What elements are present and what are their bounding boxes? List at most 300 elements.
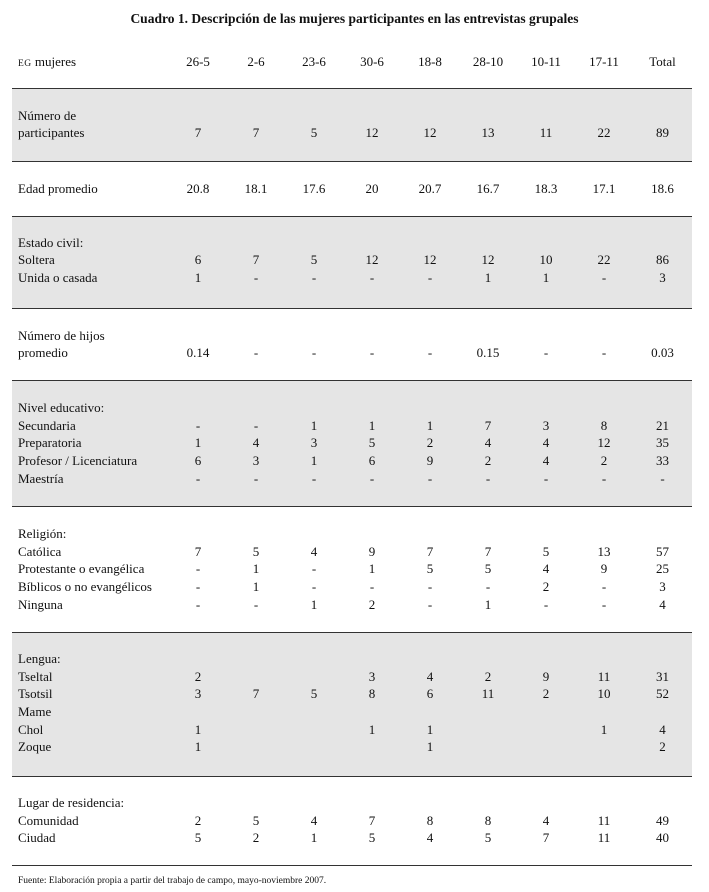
cell-value: 8 xyxy=(484,812,492,828)
cell-value: - xyxy=(485,470,491,486)
spacer xyxy=(401,650,459,668)
row-label: Secundaria xyxy=(18,417,76,433)
spacer xyxy=(285,107,343,125)
row-label: Ninguna xyxy=(18,596,63,612)
values-cell xyxy=(401,632,459,776)
row-labels-cell xyxy=(12,88,169,161)
values-cell xyxy=(169,88,227,161)
spacer xyxy=(169,327,227,345)
cell-value: 0.03 xyxy=(651,345,674,361)
cell-value: 20.7 xyxy=(418,180,442,196)
row-label: Protestante o evangélica xyxy=(18,561,145,577)
cell-value: 5 xyxy=(252,812,260,828)
row-label: Chol xyxy=(18,721,44,737)
spacer xyxy=(285,234,343,252)
spacer xyxy=(285,525,343,543)
spacer xyxy=(459,399,517,417)
cell-value: 3 xyxy=(194,686,202,702)
values-cell xyxy=(575,308,633,380)
cell-value xyxy=(517,721,575,739)
cell-value: - xyxy=(601,345,607,361)
cell-value: 40 xyxy=(656,830,669,846)
spacer xyxy=(401,794,459,812)
column-header: Total xyxy=(649,53,676,69)
values-cell xyxy=(343,776,401,865)
cell-value xyxy=(343,703,401,721)
cell-value: 1 xyxy=(310,417,318,433)
cell-value: - xyxy=(427,269,433,285)
cell-value: 1 xyxy=(600,721,608,737)
table-group xyxy=(12,216,692,308)
cell-value: 18.3 xyxy=(534,180,558,196)
spacer xyxy=(343,525,401,543)
spacer xyxy=(575,525,633,543)
cell-value: 22 xyxy=(597,125,611,141)
spacer xyxy=(459,327,517,345)
cell-value xyxy=(285,721,343,739)
row-labels-cell xyxy=(12,308,169,380)
spacer xyxy=(633,794,692,812)
cell-value xyxy=(285,738,343,756)
spacer xyxy=(401,107,459,125)
cell-value: 5 xyxy=(252,543,260,559)
cell-value: 4 xyxy=(426,830,434,846)
spacer xyxy=(227,650,285,668)
cell-value: 4 xyxy=(542,561,550,577)
cell-value: - xyxy=(253,470,259,486)
cell-value: 1 xyxy=(368,721,376,737)
values-cell xyxy=(517,506,575,632)
cell-value: 7 xyxy=(484,543,492,559)
cell-value: 3 xyxy=(368,668,376,684)
cell-value: 1 xyxy=(426,739,434,755)
spacer xyxy=(227,399,285,417)
cell-value: 4 xyxy=(252,435,260,451)
cell-value: 3 xyxy=(252,452,260,468)
table-group xyxy=(12,380,692,506)
values-cell xyxy=(401,216,459,308)
row-label: Número de hijos promedio xyxy=(18,327,105,361)
cell-value: 5 xyxy=(542,543,550,559)
cell-value: 2 xyxy=(252,830,260,846)
values-cell xyxy=(169,776,227,865)
values-cell xyxy=(517,308,575,380)
spacer xyxy=(169,234,227,252)
spacer xyxy=(633,525,692,543)
cell-value: - xyxy=(195,596,201,612)
cell-value: 2 xyxy=(194,668,202,684)
cell-value: 2 xyxy=(659,739,666,755)
cell-value: 33 xyxy=(656,452,669,468)
participants-table xyxy=(12,36,692,866)
cell-value: 1 xyxy=(426,417,434,433)
values-cell xyxy=(227,632,285,776)
values-cell xyxy=(227,506,285,632)
row-label: Edad promedio xyxy=(18,180,98,196)
cell-value xyxy=(285,703,343,721)
cell-value: 8 xyxy=(368,686,376,702)
spacer xyxy=(401,525,459,543)
cell-value: - xyxy=(311,578,317,594)
column-header: 18-8 xyxy=(418,53,442,69)
cell-value: 1 xyxy=(484,269,492,285)
column-header: 2-6 xyxy=(247,53,265,69)
column-header: 30-6 xyxy=(360,53,384,69)
values-cell xyxy=(633,776,692,865)
cell-value: 4 xyxy=(542,452,550,468)
spacer xyxy=(459,650,517,668)
values-cell xyxy=(575,776,633,865)
values-cell xyxy=(343,380,401,506)
cell-value: - xyxy=(311,269,317,285)
values-cell xyxy=(169,216,227,308)
values-cell xyxy=(633,506,692,632)
values-cell xyxy=(575,632,633,776)
values-cell xyxy=(285,380,343,506)
cell-value: 1 xyxy=(252,578,260,594)
cell-value xyxy=(459,721,517,739)
table-group xyxy=(12,506,692,632)
cell-value: - xyxy=(543,596,549,612)
cell-value: - xyxy=(601,269,607,285)
cell-value: - xyxy=(369,345,375,361)
cell-value: 6 xyxy=(194,252,202,268)
values-cell xyxy=(633,216,692,308)
footnote: Fuente: Elaboración propia a partir del trabajo de campo, mayo-noviembre 2007. xyxy=(18,876,327,886)
cell-value: 6 xyxy=(194,452,202,468)
cell-value: - xyxy=(311,470,317,486)
cell-value: 1 xyxy=(542,269,550,285)
header-label-abbr: EG xyxy=(18,58,32,69)
values-cell xyxy=(285,308,343,380)
values-cell xyxy=(517,632,575,776)
spacer xyxy=(169,794,227,812)
spacer xyxy=(169,650,227,668)
column-header: 17-11 xyxy=(589,53,619,69)
values-cell xyxy=(343,88,401,161)
cell-value: 2 xyxy=(600,452,608,468)
cell-value: 1 xyxy=(194,721,202,737)
cell-value: 2 xyxy=(194,812,202,828)
cell-value: 17.1 xyxy=(592,180,616,196)
spacer xyxy=(285,794,343,812)
values-cell xyxy=(633,161,692,216)
values-cell xyxy=(459,308,517,380)
cell-value: 7 xyxy=(368,812,376,828)
cell-value: 1 xyxy=(194,269,202,285)
cell-value: - xyxy=(195,417,201,433)
cell-value: - xyxy=(427,596,433,612)
values-cell xyxy=(633,308,692,380)
cell-value: 9 xyxy=(368,543,376,559)
values-cell xyxy=(169,161,227,216)
cell-value: - xyxy=(601,596,607,612)
values-cell xyxy=(633,632,692,776)
cell-value: 12 xyxy=(365,252,379,268)
spacer xyxy=(285,327,343,345)
cell-value: 7 xyxy=(252,252,260,268)
column-header: 26-5 xyxy=(186,53,210,69)
cell-value: 5 xyxy=(368,830,376,846)
cell-value: 5 xyxy=(368,435,376,451)
spacer xyxy=(343,794,401,812)
group-heading: Estado civil: xyxy=(18,234,84,250)
cell-value: 17.6 xyxy=(302,180,326,196)
cell-value xyxy=(459,738,517,756)
spacer xyxy=(517,107,575,125)
values-cell xyxy=(633,380,692,506)
values-cell xyxy=(343,632,401,776)
column-header: 10-11 xyxy=(531,53,561,69)
cell-value: 31 xyxy=(656,668,669,684)
cell-value: 25 xyxy=(656,561,669,577)
cell-value: 86 xyxy=(656,252,669,268)
values-cell xyxy=(517,216,575,308)
spacer xyxy=(285,650,343,668)
cell-value: 12 xyxy=(597,435,611,451)
values-cell xyxy=(343,161,401,216)
cell-value: 1 xyxy=(252,561,260,577)
cell-value: 5 xyxy=(426,561,434,577)
cell-value: 2 xyxy=(368,596,376,612)
cell-value: 8 xyxy=(426,812,434,828)
cell-value xyxy=(633,703,692,721)
cell-value: 1 xyxy=(310,830,318,846)
cell-value xyxy=(575,703,633,721)
cell-value: 1 xyxy=(484,596,492,612)
spacer xyxy=(517,399,575,417)
group-heading: Lengua: xyxy=(18,650,61,666)
cell-value: 4 xyxy=(310,543,318,559)
cell-value xyxy=(227,738,285,756)
spacer xyxy=(633,399,692,417)
cell-value: 20 xyxy=(365,180,379,196)
cell-value: 7 xyxy=(194,543,202,559)
values-cell xyxy=(343,308,401,380)
cell-value: 11 xyxy=(597,668,611,684)
cell-value: 13 xyxy=(597,543,611,559)
cell-value: - xyxy=(660,470,665,486)
spacer xyxy=(227,327,285,345)
cell-value: 57 xyxy=(656,543,669,559)
values-cell xyxy=(517,380,575,506)
values-cell xyxy=(575,88,633,161)
row-label: Católica xyxy=(18,543,62,559)
cell-value: 4 xyxy=(659,721,666,737)
values-cell xyxy=(285,161,343,216)
cell-value: 1 xyxy=(310,596,318,612)
values-cell xyxy=(285,776,343,865)
group-heading: Lugar de residencia: xyxy=(18,794,125,810)
values-cell xyxy=(227,88,285,161)
header-label xyxy=(12,36,169,88)
row-label: Tseltal xyxy=(18,668,53,684)
row-labels-cell xyxy=(12,632,169,776)
cell-value: 4 xyxy=(484,435,492,451)
cell-value: 1 xyxy=(368,561,376,577)
row-labels-cell xyxy=(12,506,169,632)
cell-value: 5 xyxy=(310,252,318,268)
cell-value: 12 xyxy=(365,125,379,141)
cell-value: - xyxy=(427,578,433,594)
spacer xyxy=(517,525,575,543)
cell-value xyxy=(227,703,285,721)
spacer xyxy=(633,327,692,345)
cell-value: 22 xyxy=(597,252,611,268)
cell-value: 12 xyxy=(423,252,437,268)
cell-value: 18.6 xyxy=(651,180,674,196)
spacer xyxy=(343,650,401,668)
row-label: Tsotsil xyxy=(18,686,53,702)
cell-value: 11 xyxy=(597,830,611,846)
table-caption: Cuadro 1. Descripción de las mujeres participantes en las entrevistas grupales xyxy=(130,11,579,26)
cell-value: - xyxy=(311,561,317,577)
spacer xyxy=(633,234,692,252)
cell-value: 2 xyxy=(484,452,492,468)
spacer xyxy=(459,525,517,543)
cell-value: 0.14 xyxy=(186,345,210,361)
values-cell xyxy=(343,506,401,632)
spacer xyxy=(401,234,459,252)
values-cell xyxy=(575,161,633,216)
row-label: Profesor / Licenciatura xyxy=(18,452,138,468)
row-label: Comunidad xyxy=(18,812,79,828)
cell-value: 1 xyxy=(368,417,376,433)
cell-value: - xyxy=(311,345,317,361)
values-cell xyxy=(401,88,459,161)
cell-value: 10 xyxy=(597,686,611,702)
column-header: 28-10 xyxy=(472,53,504,69)
cell-value: - xyxy=(369,269,375,285)
spacer xyxy=(575,234,633,252)
cell-value: 5 xyxy=(484,830,492,846)
spacer xyxy=(227,234,285,252)
spacer xyxy=(575,650,633,668)
spacer xyxy=(517,327,575,345)
cell-value: 6 xyxy=(368,452,376,468)
row-label: Número de participantes xyxy=(18,107,85,141)
values-cell xyxy=(633,88,692,161)
spacer xyxy=(169,525,227,543)
cell-value xyxy=(575,738,633,756)
values-cell xyxy=(459,776,517,865)
cell-value: 4 xyxy=(542,812,550,828)
cell-value: 18.1 xyxy=(244,180,268,196)
values-cell xyxy=(459,380,517,506)
cell-value: 11 xyxy=(539,125,553,141)
cell-value: 7 xyxy=(252,125,260,141)
table-group xyxy=(12,88,692,161)
values-cell xyxy=(459,216,517,308)
spacer xyxy=(575,399,633,417)
values-cell xyxy=(401,308,459,380)
cell-value: - xyxy=(369,578,375,594)
row-label: Mame xyxy=(18,703,52,719)
cell-value: 5 xyxy=(484,561,492,577)
spacer xyxy=(401,327,459,345)
row-label: Preparatoria xyxy=(18,435,82,451)
spacer xyxy=(343,107,401,125)
values-cell xyxy=(227,216,285,308)
values-cell xyxy=(227,161,285,216)
values-cell xyxy=(517,776,575,865)
spacer xyxy=(285,399,343,417)
values-cell xyxy=(169,506,227,632)
spacer xyxy=(343,399,401,417)
values-cell xyxy=(401,161,459,216)
values-cell xyxy=(517,88,575,161)
cell-value: 3 xyxy=(659,269,666,285)
cell-value: - xyxy=(195,470,201,486)
group-heading: Religión: xyxy=(18,525,67,541)
cell-value: 4 xyxy=(310,812,318,828)
row-label: Bíblicos o no evangélicos xyxy=(18,578,152,594)
cell-value xyxy=(459,703,517,721)
cell-value: 3 xyxy=(542,417,550,433)
values-cell xyxy=(401,506,459,632)
cell-value: 1 xyxy=(426,721,434,737)
row-labels-cell xyxy=(12,380,169,506)
cell-value: 10 xyxy=(539,252,553,268)
values-cell xyxy=(227,380,285,506)
cell-value: 20.8 xyxy=(186,180,210,196)
spacer xyxy=(227,794,285,812)
group-heading: Nivel educativo: xyxy=(18,399,105,415)
spacer xyxy=(343,327,401,345)
values-cell xyxy=(401,776,459,865)
spacer xyxy=(459,234,517,252)
values-cell xyxy=(169,632,227,776)
values-cell xyxy=(343,216,401,308)
cell-value: 1 xyxy=(310,452,318,468)
spacer xyxy=(227,107,285,125)
row-labels-cell xyxy=(12,161,169,216)
values-cell xyxy=(575,380,633,506)
values-cell xyxy=(227,776,285,865)
spacer xyxy=(575,107,633,125)
cell-value: 9 xyxy=(600,561,608,577)
values-cell xyxy=(285,506,343,632)
table-group xyxy=(12,776,692,865)
spacer xyxy=(401,399,459,417)
values-cell xyxy=(575,506,633,632)
table-group xyxy=(12,161,692,216)
cell-value: 13 xyxy=(481,125,495,141)
cell-value: - xyxy=(253,269,259,285)
row-labels-cell xyxy=(12,776,169,865)
values-cell xyxy=(459,161,517,216)
cell-value: 52 xyxy=(656,686,669,702)
cell-value: 12 xyxy=(481,252,495,268)
spacer xyxy=(575,327,633,345)
values-cell xyxy=(575,216,633,308)
cell-value: 7 xyxy=(252,686,260,702)
values-cell xyxy=(169,380,227,506)
spacer xyxy=(459,794,517,812)
cell-value: 2 xyxy=(542,686,550,702)
spacer xyxy=(227,525,285,543)
values-cell xyxy=(459,88,517,161)
cell-value: - xyxy=(543,470,549,486)
table-group xyxy=(12,308,692,380)
cell-value xyxy=(517,738,575,756)
cell-value: 2 xyxy=(426,435,434,451)
values-cell xyxy=(285,88,343,161)
cell-value xyxy=(227,721,285,739)
cell-value xyxy=(517,703,575,721)
cell-value: 1 xyxy=(194,739,202,755)
spacer xyxy=(517,650,575,668)
